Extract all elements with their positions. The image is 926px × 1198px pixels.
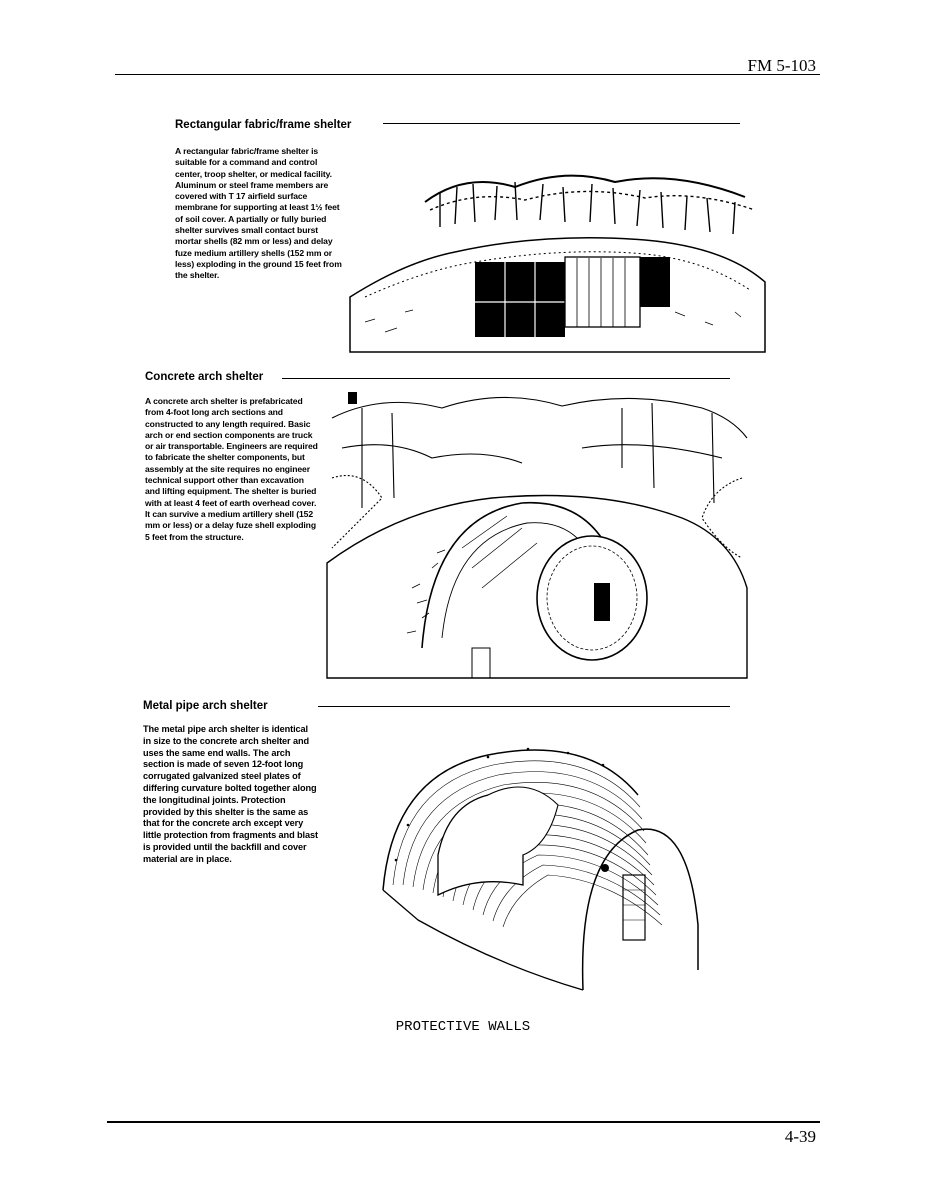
section-body-metal-pipe: The metal pipe arch shelter is identical in size to the concrete arch shelter and uses the same end walls. The arch section is made of seven 12-foot long corrugated galvanized steel plates of differing curvature bolted together along the longitudinal joints. Protection provided by this shelter is the same as that for the concrete arch except very little protection from fragments and blast is provided until the backfill and cover material are in place. (143, 724, 318, 864)
section-body-concrete: A concrete arch shelter is prefabricated from 4-foot long arch sections and constructed to any length required. Basic arch or end section components are truck or air transportable. Engineers are required to fabricate the shelter components, but assembly at the site requires no engineer technical support other than excavation and lifting equipment. The shelter is buried with at least 4 feet of earth overhead cover. It can survive a medium artillery shell (152 mm or less) or a delay fuze shell exploding 5 feet from the structure. (145, 396, 318, 542)
header-rule (115, 74, 820, 75)
manual-code: FM 5-103 (747, 56, 816, 75)
section-rule (282, 378, 730, 379)
section-body-rectangular: A rectangular fabric/frame shelter is suitable for a command and control center, troop shelter, or medical facility. Aluminum or steel frame members are covered with T 17 airfield surface membrane for supporting at least 1½ feet of soil cover. A partially or fully buried shelter survives small contact burst mortar shells (82 mm or less) and delay fuze medium artillery shells (152 mm or less) exploding in the ground 15 feet from the shelter. (175, 146, 342, 281)
section-title-concrete: Concrete arch shelter (145, 371, 264, 383)
footer-rule (107, 1121, 820, 1123)
section-title-rectangular: Rectangular fabric/frame shelter (175, 119, 352, 131)
concrete-arch-shelter-illustration (322, 388, 752, 688)
page-number: 4-39 (784, 1127, 816, 1146)
rectangular-shelter-illustration (345, 162, 770, 357)
section-rule (318, 706, 730, 707)
section-title-metal-pipe: Metal pipe arch shelter (143, 700, 268, 712)
figure-caption (0, 1019, 926, 1035)
metal-pipe-arch-shelter-illustration (378, 735, 718, 1010)
figure-caption-text: PROTECTIVE WALLS (395, 1019, 531, 1035)
section-rule (383, 123, 740, 124)
